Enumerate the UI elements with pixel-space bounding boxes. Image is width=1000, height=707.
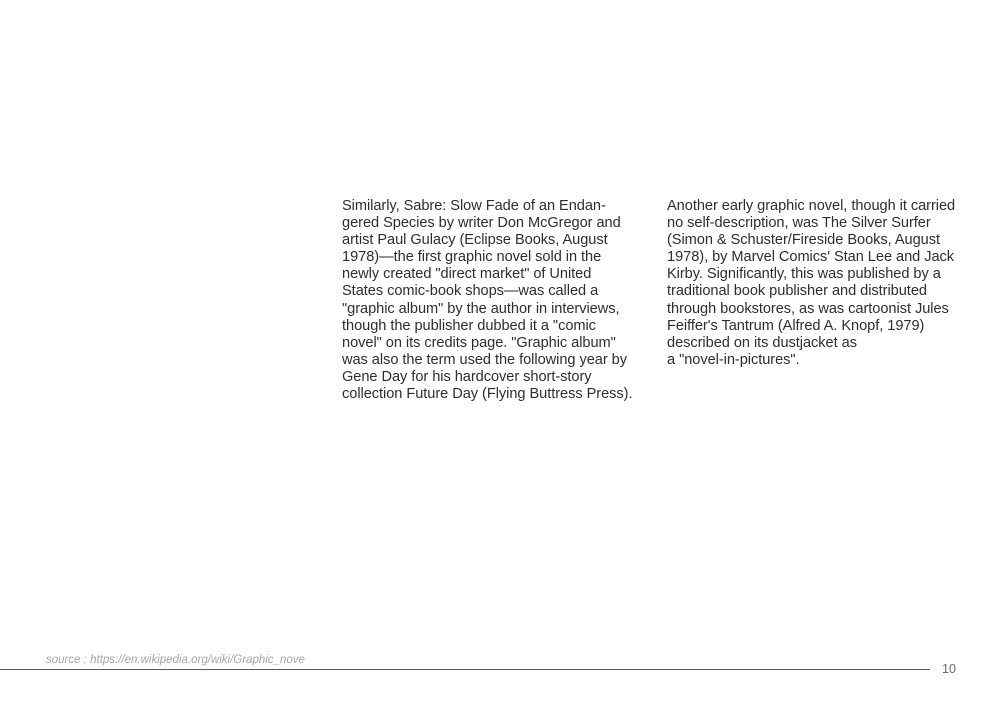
text-line: a "novel-in-pictures".: [667, 351, 800, 368]
text-line: artist Paul Gulacy (Eclipse Books, August: [342, 232, 608, 249]
text-column-left: [342, 198, 634, 403]
text-line: collection Future Day (Flying Buttress Press).: [342, 386, 633, 403]
text-line: novel" on its credits page. "Graphic album": [342, 334, 616, 351]
text-column-right: [667, 198, 965, 369]
text-line: no self-description, was The Silver Surfer: [667, 215, 931, 232]
text-line: Another early graphic novel, though it carried: [667, 198, 956, 214]
text-line: through bookstores, as was cartoonist Jules: [667, 300, 949, 317]
text-line: Gene Day for his hardcover short-story: [342, 368, 592, 385]
text-line: Kirby. Significantly, this was published by a: [667, 266, 941, 283]
text-line: (Simon & Schuster/Fireside Books, August: [667, 232, 940, 249]
text-line: though the publisher dubbed it a "comic: [342, 317, 596, 334]
text-line: Similarly, Sabre: Slow Fade of an Endan-: [342, 198, 606, 214]
text-line: "graphic album" by the author in interviews,: [342, 300, 620, 317]
page-number: 10: [942, 662, 956, 676]
text-line: traditional book publisher and distributed: [667, 283, 927, 300]
text-line: was also the term used the following year by: [342, 351, 627, 368]
text-line: States comic-book shops—was called a: [342, 283, 599, 300]
text-line: gered Species by writer Don McGregor and: [342, 215, 621, 232]
text-line: Feiffer's Tantrum (Alfred A. Knopf, 1979): [667, 317, 925, 334]
text-line: newly created "direct market" of United: [342, 266, 592, 283]
text-line: 1978)—the first graphic novel sold in the: [342, 249, 602, 266]
text-line: described on its dustjacket as: [667, 334, 857, 351]
footer-divider: [0, 669, 930, 670]
text-line: 1978), by Marvel Comics' Stan Lee and Jack: [667, 249, 955, 266]
source-citation: source : https://en.wikipedia.org/wiki/Graphic_nove: [46, 654, 305, 666]
